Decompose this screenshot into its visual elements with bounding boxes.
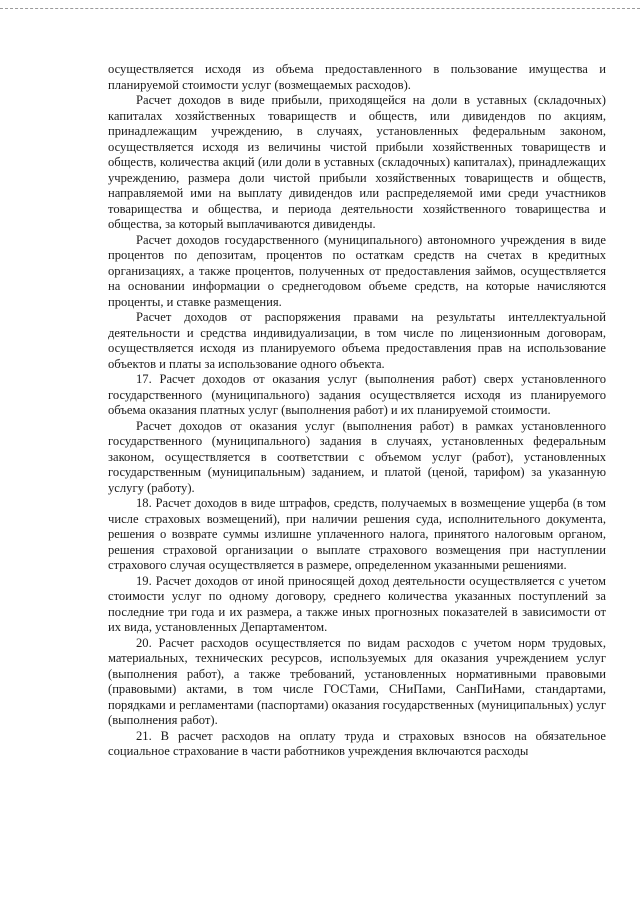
- paragraph-21-labor-expenses: 21. В расчет расходов на оплату труда и страховых взносов на обязательное социальное страхование в части работников учреждения включаются расходы: [108, 728, 606, 758]
- paragraph-19-other-income: 19. Расчет доходов от иной приносящей доход деятельности осуществляется с учетом стоимости услуг по одному договору, среднего количества указанных поступлений за последние три года и их размера, а также иных прогнозных показателей в зависимости от их вида, установленных Департаментом.: [108, 573, 606, 634]
- paragraph-18-fines-income: 18. Расчет доходов в виде штрафов, средств, получаемых в возмещение ущерба (в том числе страховых возмещений), при наличии решения суда, исполнительного документа, решения о возврате суммы излишне уплаченного налога, принятого налоговым органом, решения страховой организации о выплате страхового возмещения при наступлении страхового случая осуществляется в размере, определенном указанными решениями.: [108, 496, 606, 572]
- paragraph-deposit-interest-income: Расчет доходов государственного (муниципального) автономного учреждения в виде процентов по депозитам, процентов по остаткам средств на счетах в кредитных организациях, а также процентов, полученных от предоставления займов, осуществляется на основании информации о среднегодовом объеме средств, на которые начисляются проценты, и ставке размещения.: [108, 232, 606, 309]
- page-top-border: [0, 8, 640, 9]
- paragraph-continuation: осуществляется исходя из объема предоставленного в пользование имущества и планируемой стоимости услуг (возмещаемых расходов).: [108, 62, 606, 92]
- paragraph-intellectual-property-income: Расчет доходов от распоряжения правами на результаты интеллектуальной деятельности и средства индивидуализации, в том числе по лицензионным договорам, осуществляется исходя из планируемого объема предоставления прав на использование объектов и платы за использование одного объекта.: [108, 310, 606, 371]
- document-body: [108, 62, 606, 760]
- paragraph-20-expenses-calculation: 20. Расчет расходов осуществляется по видам расходов с учетом норм трудовых, материальных, технических ресурсов, используемых для оказания учреждением услуг (выполнения работ), а также требований, установленных нормативными правовыми (правовыми) актами, в том числе ГОСТами, СНиПами, СанПиНами, стандартами, порядками и регламентами (паспортами) оказания государственных (муниципальных) услуг (выполнения работ).: [108, 635, 606, 727]
- paragraph-17-paid-services-income: 17. Расчет доходов от оказания услуг (выполнения работ) сверх установленного государственного (муниципального) задания осуществляется исходя из планируемого объема оказания платных услуг (выполнения работ) и их планируемой стоимости.: [108, 372, 606, 417]
- paragraph-profit-shares-income: Расчет доходов в виде прибыли, приходящейся на доли в уставных (складочных) капиталах хозяйственных товариществ и обществ, или дивидендов по акциям, принадлежащим учреждению, в случаях, установленных федеральным законом, осуществляется исходя из величины чистой прибыли хозяйственных товариществ и обществ, количества акций (или доли в уставных (складочных) капиталах), принадлежащих учреждению, размера доли чистой прибыли хозяйственных товариществ и обществ, направляемой ими на выплату дивидендов или распределяемой ими среди участников товарищества и общества, и периода деятельности хозяйственного товарищества и общества, за который выплачиваются дивиденды.: [108, 93, 606, 231]
- paragraph-assignment-services-income: Расчет доходов от оказания услуг (выполнения работ) в рамках установленного государственного (муниципального) задания в случаях, установленных федеральным законом, осуществляется в соответствии с объемом услуг (работ), установленных государственным (муниципальным) заданием, и платой (ценой, тарифом) за указанную услугу (работу).: [108, 418, 606, 495]
